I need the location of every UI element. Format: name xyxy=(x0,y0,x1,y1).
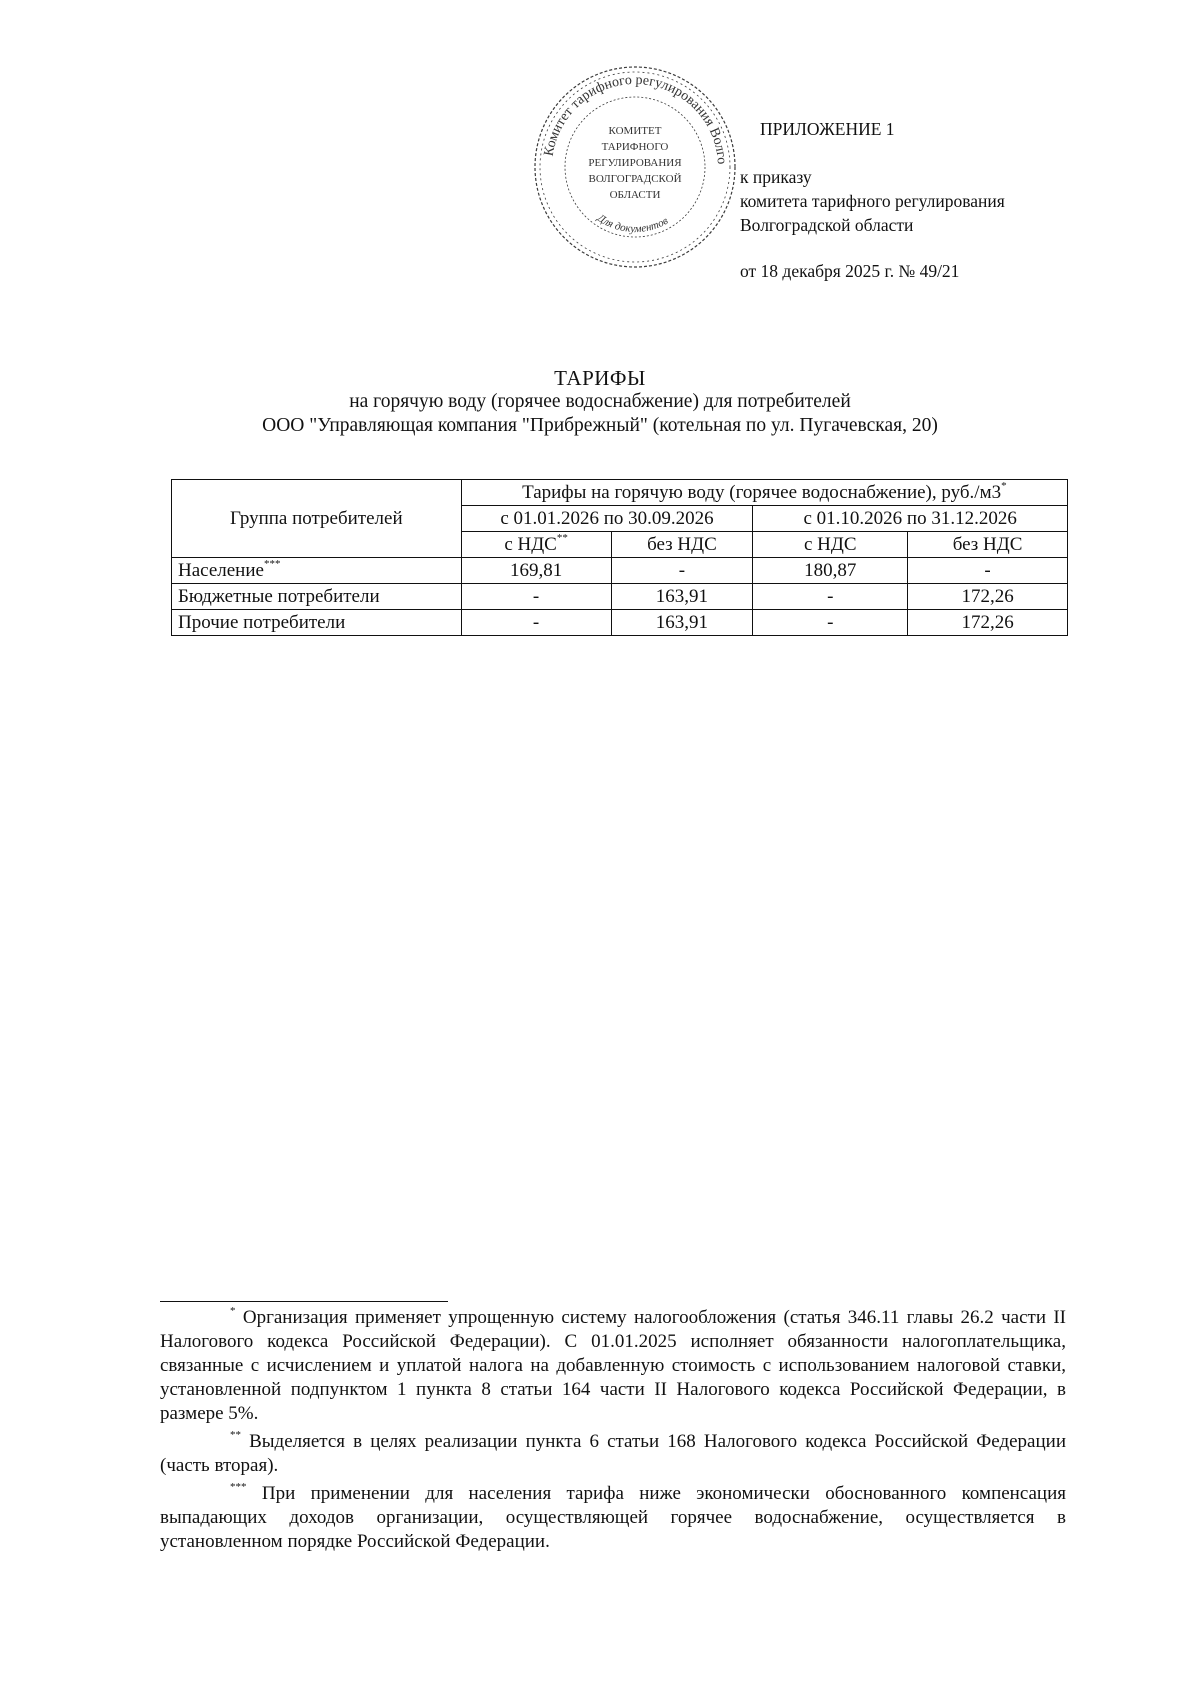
tariff-cell: 180,87 xyxy=(753,558,908,584)
consumer-group-cell: Бюджетные потребители xyxy=(172,584,462,610)
official-stamp xyxy=(530,62,740,272)
tariff-cell: 172,26 xyxy=(908,610,1068,636)
column-header-group: Группа потребителей xyxy=(172,480,462,558)
stamp-line-2: ТАРИФНОГО xyxy=(601,141,669,153)
footnote-mark: * xyxy=(1001,479,1007,492)
column-header-period-1: с 01.01.2026 по 30.09.2026 xyxy=(461,506,753,532)
footnotes xyxy=(160,1306,1066,1558)
column-header-without-vat: без НДС xyxy=(908,532,1068,558)
consumer-group-cell: Население*** xyxy=(172,558,462,584)
tariff-cell: - xyxy=(461,610,611,636)
footnote-1 xyxy=(160,1306,1066,1426)
stamp-line-5: ОБЛАСТИ xyxy=(609,189,661,201)
title-subtitle: на горячую воду (горячее водоснабжение) для потребителей xyxy=(349,391,851,412)
column-header-with-vat: с НДС xyxy=(753,532,908,558)
footnote-2 xyxy=(160,1430,1066,1478)
column-header-without-vat: без НДС xyxy=(611,532,753,558)
tariff-table xyxy=(171,479,1068,636)
tariff-cell: - xyxy=(753,584,908,610)
title-organization: ООО "Управляющая компания "Прибрежный" (котельная по ул. Пугачевская, 20) xyxy=(262,415,938,436)
tariff-cell: - xyxy=(611,558,753,584)
tariff-cell: - xyxy=(753,610,908,636)
table-row xyxy=(172,584,1068,610)
footnote-text: Организация применяет упрощенную систему налогообложения (статья 346.11 главы 26.2 части II Налогового кодекса Российской Федерации). С 01.01.2025 исполняет обязанности налогоплательщика, связанные с исчислением и уплатой налога на добавленную стоимость с использованием налоговой ставки, установленной подпунктом 1 пункта 8 статьи 164 части II Налогового кодекса Российской Федерации, в размере 5%. xyxy=(160,1307,1066,1424)
footnote-text: Выделяется в целях реализации пункта 6 статьи 168 Налогового кодекса Российской Федерации (часть вторая). xyxy=(160,1431,1066,1476)
table-row xyxy=(172,558,1068,584)
committee-name: комитета тарифного регулирования xyxy=(740,191,1005,211)
tariff-cell: 169,81 xyxy=(461,558,611,584)
document-title xyxy=(0,366,1200,438)
stamp-outer-text: Комитет тарифного регулирования Волго xyxy=(541,72,730,165)
order-date: от 18 декабря 2025 г. № 49/21 xyxy=(740,261,960,281)
appendix-number: ПРИЛОЖЕНИЕ 1 xyxy=(760,119,895,139)
footnote-mark: ** xyxy=(230,1429,241,1441)
column-header-tariffs: Тарифы на горячую воду (горячее водоснабжение), руб./м3* xyxy=(461,480,1067,506)
order-reference: к приказу xyxy=(740,167,812,187)
region-name: Волгоградской области xyxy=(740,215,914,235)
table-row xyxy=(172,610,1068,636)
consumer-group-cell: Прочие потребители xyxy=(172,610,462,636)
stamp-line-4: ВОЛГОГРАДСКОЙ xyxy=(588,173,682,185)
column-header-with-vat: с НДС** xyxy=(461,532,611,558)
tariff-cell: 163,91 xyxy=(611,584,753,610)
footnote-mark: ** xyxy=(556,531,568,544)
footnote-divider xyxy=(160,1301,448,1302)
tariff-cell: - xyxy=(908,558,1068,584)
footnote-mark: * xyxy=(230,1305,236,1317)
stamp-line-3: РЕГУЛИРОВАНИЯ xyxy=(588,157,682,169)
footnote-mark: *** xyxy=(263,557,281,570)
tariff-cell: 172,26 xyxy=(908,584,1068,610)
column-header-period-2: с 01.10.2026 по 31.12.2026 xyxy=(753,506,1068,532)
footnote-text: При применении для населения тарифа ниже экономически обоснованного компенсация выпадающих доходов организации, осуществляющей горячее водоснабжение, осуществляется в установленном порядке Российской Федерации. xyxy=(160,1483,1067,1552)
stamp-bottom-text: Для документов xyxy=(595,212,671,236)
tariff-cell: - xyxy=(461,584,611,610)
stamp-line-1: КОМИТЕТ xyxy=(608,125,662,137)
footnote-3 xyxy=(160,1482,1066,1554)
stamp-graphic xyxy=(530,62,740,272)
table-header-row xyxy=(172,480,1068,506)
footnote-mark: *** xyxy=(230,1481,247,1493)
tariff-cell: 163,91 xyxy=(611,610,753,636)
title-main: ТАРИФЫ xyxy=(554,366,646,390)
